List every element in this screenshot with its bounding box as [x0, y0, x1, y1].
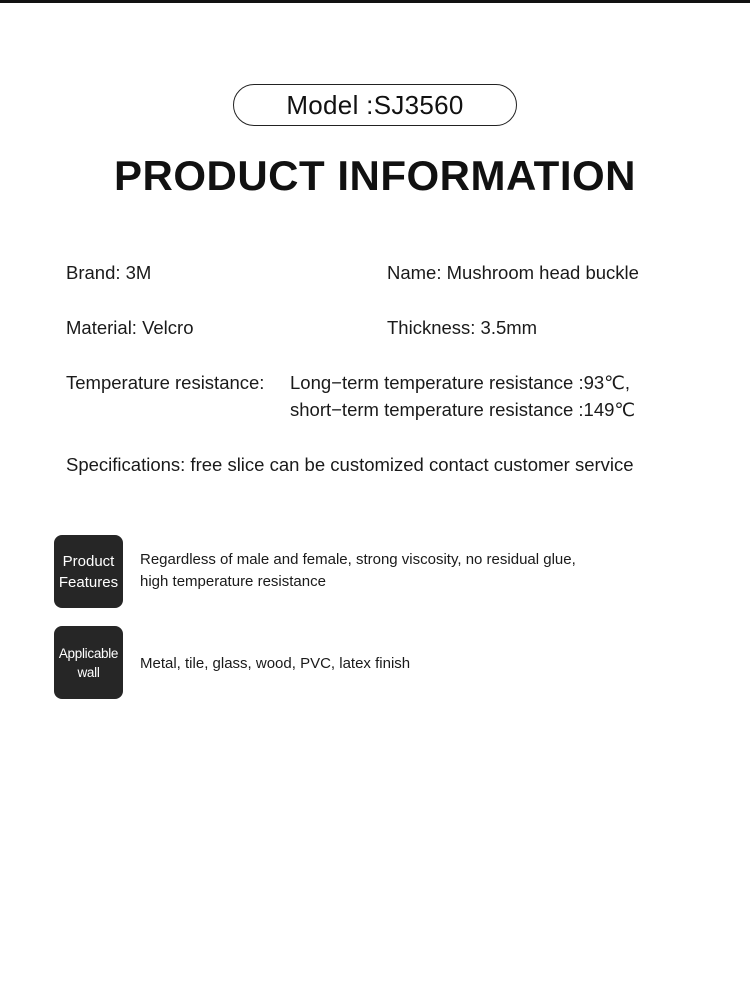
specifications-info: Specifications: free slice can be customized contact customer service [66, 454, 634, 475]
model-text: Model :SJ3560 [286, 89, 464, 120]
top-divider [0, 0, 750, 3]
temperature-label: Temperature resistance: [66, 372, 265, 393]
badge-line: Features [58, 573, 119, 591]
brand-info: Brand: 3M [66, 262, 152, 283]
product-features-badge [54, 535, 123, 608]
badge-line: Applicable [58, 645, 119, 661]
temperature-long-term: Long−term temperature resistance :93℃, [290, 372, 631, 393]
model-label [233, 84, 517, 126]
applicable-wall-badge [54, 626, 123, 699]
badge-line: wall [77, 664, 100, 680]
material-info: Material: Velcro [66, 317, 194, 338]
name-info: Name: Mushroom head buckle [387, 262, 639, 283]
badge-line: Product [62, 552, 115, 570]
feature-line: high temperature resistance [140, 573, 326, 590]
product-features-text [140, 549, 576, 593]
thickness-info: Thickness: 3.5mm [387, 317, 538, 338]
temperature-short-term: short−term temperature resistance :149℃ [290, 399, 636, 420]
page-title: PRODUCT INFORMATION [113, 152, 636, 199]
applicable-wall-text: Metal, tile, glass, wood, PVC, latex finish [140, 655, 411, 672]
feature-line: Regardless of male and female, strong viscosity, no residual glue, [140, 551, 576, 568]
